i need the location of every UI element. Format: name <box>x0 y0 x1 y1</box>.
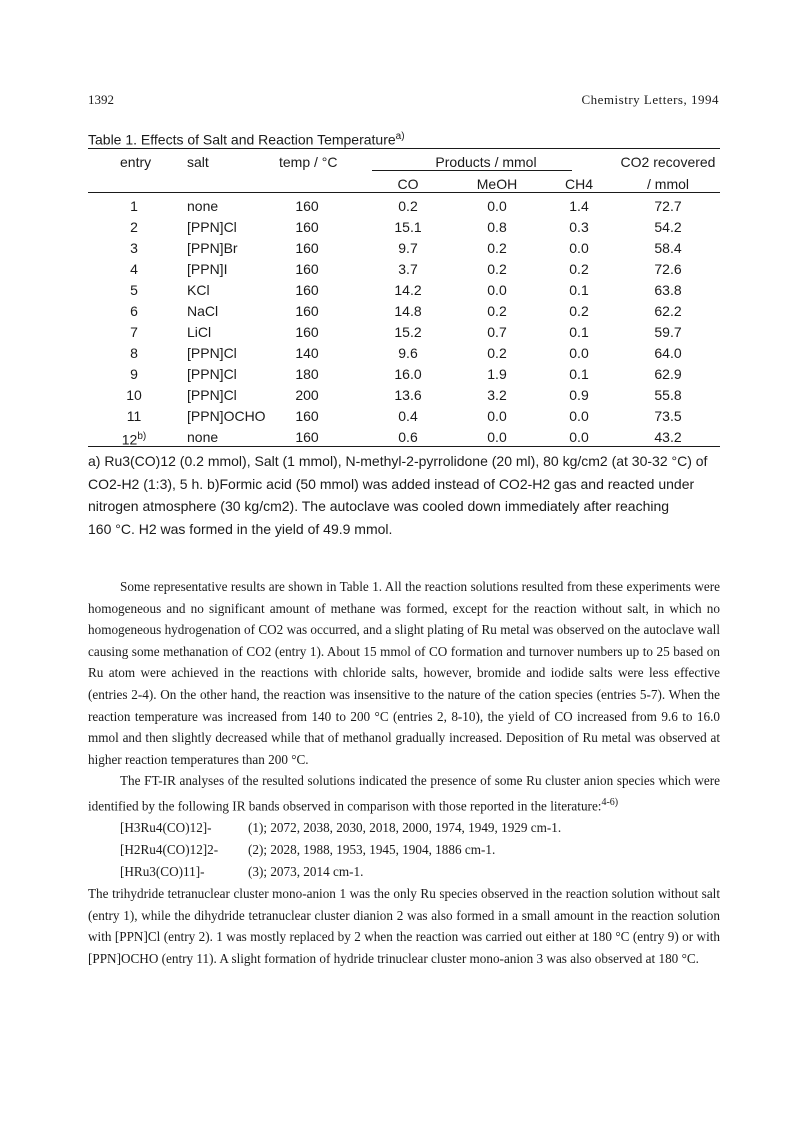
table-cell-temp: 160 <box>295 408 319 424</box>
table-cell-co: 13.6 <box>394 387 422 403</box>
table-cell-meoh: 0.0 <box>487 282 507 298</box>
table-cell-co2: 62.9 <box>654 366 682 382</box>
table-cell-salt: LiCl <box>187 324 212 340</box>
page-number: 1392 <box>88 92 114 107</box>
table-cell-temp: 160 <box>295 324 319 340</box>
table-cell-co2: 73.5 <box>654 408 682 424</box>
table-cell-ch4: 1.4 <box>569 198 589 214</box>
species-bands: (3); 2073, 2014 cm-1. <box>248 863 364 879</box>
table-cell-entry: 7 <box>130 324 138 340</box>
table-cell-entry: 1 <box>130 198 138 214</box>
species-formula: [H2Ru4(CO)12]2- <box>120 841 219 857</box>
table-cell-temp: 140 <box>295 345 319 361</box>
species-list <box>88 817 720 883</box>
col-header-entry: entry <box>120 154 152 170</box>
table-cell-co: 16.0 <box>394 366 422 382</box>
table-cell-temp: 160 <box>295 261 319 277</box>
table-cell-entry: 2 <box>130 219 138 235</box>
table-cell-co: 3.7 <box>398 261 418 277</box>
table-cell-co: 0.4 <box>398 408 418 424</box>
col-header-meoh: MeOH <box>476 176 518 192</box>
table-cell-entry: 9 <box>130 366 138 382</box>
table-cell-co: 15.1 <box>394 219 422 235</box>
table-cell-salt: [PPN]I <box>187 261 228 277</box>
table-cell-meoh: 0.2 <box>487 345 507 361</box>
table-footnote <box>88 450 724 540</box>
table-cell-meoh: 0.2 <box>487 261 507 277</box>
entry-footnote-sup: b) <box>137 431 147 442</box>
species-formula: [H3Ru4(CO)12]- <box>120 819 212 835</box>
table-cell-salt: NaCl <box>187 303 219 319</box>
table-cell-ch4: 0.1 <box>569 324 589 340</box>
journal-name: Chemistry Letters, 1994 <box>581 92 719 107</box>
table-cell-temp: 160 <box>295 429 319 445</box>
col-header-co2-unit: / mmol <box>647 176 689 192</box>
table-cell-meoh: 0.0 <box>487 429 507 445</box>
table-cell-co2: 59.7 <box>654 324 682 340</box>
footnote-line: a) Ru3(CO)12 (0.2 mmol), Salt (1 mmol), N-methyl-2-pyrrolidone (20 ml), 80 kg/cm2 (at 30-32 °C) of <box>88 453 708 469</box>
table-cell-meoh: 0.7 <box>487 324 507 340</box>
table-cell-salt: [PPN]OCHO <box>187 408 266 424</box>
table-cell-meoh: 1.9 <box>487 366 507 382</box>
col-header-co2: CO2 recovered <box>620 154 716 170</box>
table-caption-text: Table 1. Effects of Salt and Reaction Temperature <box>88 131 396 148</box>
table-cell-salt: [PPN]Cl <box>187 219 237 235</box>
table-cell-salt: [PPN]Cl <box>187 387 237 403</box>
table-cell-salt: none <box>187 429 219 445</box>
table-cell-co2: 64.0 <box>654 345 682 361</box>
table-cell-co: 15.2 <box>394 324 422 340</box>
table-cell-ch4: 0.0 <box>569 240 589 256</box>
col-header-ch4: CH4 <box>564 176 594 192</box>
species-bands: (1); 2072, 2038, 2030, 2018, 2000, 1974, 1949, 1929 cm-1. <box>248 819 562 835</box>
table-cell-entry: 12$^{b)}$ <box>121 431 147 448</box>
table-cell-temp: 200 <box>295 387 319 403</box>
col-header-temp: temp / °C <box>279 154 338 170</box>
table-cell-meoh: 3.2 <box>487 387 507 403</box>
table-cell-temp: 160 <box>295 198 319 214</box>
reference-sup: 4-6) <box>601 796 619 808</box>
table-cell-temp: 160 <box>295 240 319 256</box>
table-cell-meoh: 0.0 <box>487 408 507 424</box>
table-cell-co2: 62.2 <box>654 303 682 319</box>
table-cell-entry: 3 <box>130 240 138 256</box>
table-cell-co2: 55.8 <box>654 387 682 403</box>
table-cell-entry: 6 <box>130 303 138 319</box>
table-cell-co: 0.2 <box>398 198 418 214</box>
col-header-products: Products / mmol <box>435 154 537 170</box>
col-header-co: CO <box>397 176 419 192</box>
table-cell-entry: 5 <box>130 282 138 298</box>
table-caption <box>88 131 405 148</box>
table-cell-meoh: 0.2 <box>487 240 507 256</box>
table-cell-co: 14.8 <box>394 303 422 319</box>
table-cell-ch4: 0.1 <box>569 282 589 298</box>
table-cell-temp: 160 <box>295 219 319 235</box>
paragraph-clusters: The trihydride tetranuclear cluster mono-anion 1 was the only Ru species observed in the reaction solution without salt (entry 1), while the dihydride tetranuclear cluster dianion 2 was also formed in a small amount in the reaction solution with [PPN]Cl (entry 2). 1 was mostly replaced by 2 when the reaction was carried out either at 180 °C (entry 9) or with [PPN]OCHO (entry 11). A slight formation of hydride trinuclear cluster mono-anion 3 was also observed at 180 °C. <box>88 885 720 966</box>
table-caption-sup: a) <box>395 131 405 142</box>
body-text <box>88 576 720 969</box>
table-cell-co: 14.2 <box>394 282 422 298</box>
species-bands: (2); 2028, 1988, 1953, 1945, 1904, 1886 cm-1. <box>248 841 496 857</box>
footnote-line: 160 °C. H2 was formed in the yield of 49.9 mmol. <box>88 520 393 537</box>
table-cell-ch4: 0.0 <box>569 345 589 361</box>
table-cell-co: 0.6 <box>398 429 418 445</box>
table-cell-meoh: 0.0 <box>487 198 507 214</box>
table-cell-ch4: 0.2 <box>569 261 589 277</box>
species-formula: [HRu3(CO)11]- <box>120 863 205 879</box>
table-cell-entry: 10 <box>126 387 142 403</box>
footnote-line: nitrogen atmosphere (30 kg/cm2). The autoclave was cooled down immediately after reaching <box>88 498 670 514</box>
table-cell-co2: 43.2 <box>654 429 682 445</box>
table-cell-temp: 180 <box>295 366 319 382</box>
table-rule-bottom <box>88 446 720 447</box>
table-cell-co: 9.6 <box>398 345 418 361</box>
table-cell-ch4: 0.3 <box>569 219 589 235</box>
footnote-line: CO2-H2 (1:3), 5 h. b)Formic acid (50 mmol) was added instead of CO2-H2 gas and reacted under <box>88 475 695 492</box>
table-cell-salt: KCl <box>187 282 210 298</box>
table-cell-co2: 54.2 <box>654 219 682 235</box>
table-cell-temp: 160 <box>295 303 319 319</box>
table-cell-ch4: 0.2 <box>569 303 589 319</box>
table-rule-top <box>88 148 720 149</box>
paragraph-ftir-text: The FT-IR analyses of the resulted solutions indicated the presence of some Ru cluster anion species which were identified by the following IR bands observed in comparison with those reported in the literature: <box>88 773 720 814</box>
table-cell-temp: 160 <box>295 282 319 298</box>
table-cell-ch4: 0.9 <box>569 387 589 403</box>
table-cell-co: 9.7 <box>398 240 418 256</box>
col-header-salt: salt <box>187 154 209 170</box>
paragraph-ftir <box>88 770 720 817</box>
table-cell-co2: 72.6 <box>654 261 682 277</box>
table-cell-co2: 63.8 <box>654 282 682 298</box>
table-cell-meoh: 0.2 <box>487 303 507 319</box>
table-cell-ch4: 0.1 <box>569 366 589 382</box>
table-cell-salt: [PPN]Cl <box>187 345 237 361</box>
table-cell-meoh: 0.8 <box>487 219 507 235</box>
table-cell-salt: none <box>187 198 219 214</box>
table-cell-salt: [PPN]Cl <box>187 366 237 382</box>
paragraph-results: Some representative results are shown in Table 1. All the reaction solutions resulted from these experiments were homogeneous and no significant amount of methane was formed, except for the reaction without salt, in which no homogeneous hydrogenation of CO2 was occurred, and a slight plating of Ru metal was observed on the autoclave wall causing some methanation of CO2 (entry 1). About 15 mmol of CO formation and turnover numbers up to 25 based on Ru atom were achieved in the reactions with chloride salts, however, bromide and iodide salts were less effective (entries 2-4). On the other hand, the reaction was insensitive to the nature of the cation species (entries 5-7). When the reaction temperature was increased from 140 to 200 °C (entries 2, 8-10), the yield of CO increased from 9.6 to 16.0 mmol and then slightly decreased while that of methanol gradually increased. Deposition of Ru metal was observed at higher reaction temperatures than 200 °C. <box>88 579 720 767</box>
table-cell-entry: 11 <box>126 408 142 424</box>
table-cell-ch4: 0.0 <box>569 408 589 424</box>
table-cell-ch4: 0.0 <box>569 429 589 445</box>
table-cell-entry: 4 <box>130 261 138 277</box>
table-cell-co2: 58.4 <box>654 240 682 256</box>
table-cell-entry: 8 <box>130 345 138 361</box>
table-cell-salt: [PPN]Br <box>187 240 238 256</box>
table-cell-co2: 72.7 <box>654 198 682 214</box>
